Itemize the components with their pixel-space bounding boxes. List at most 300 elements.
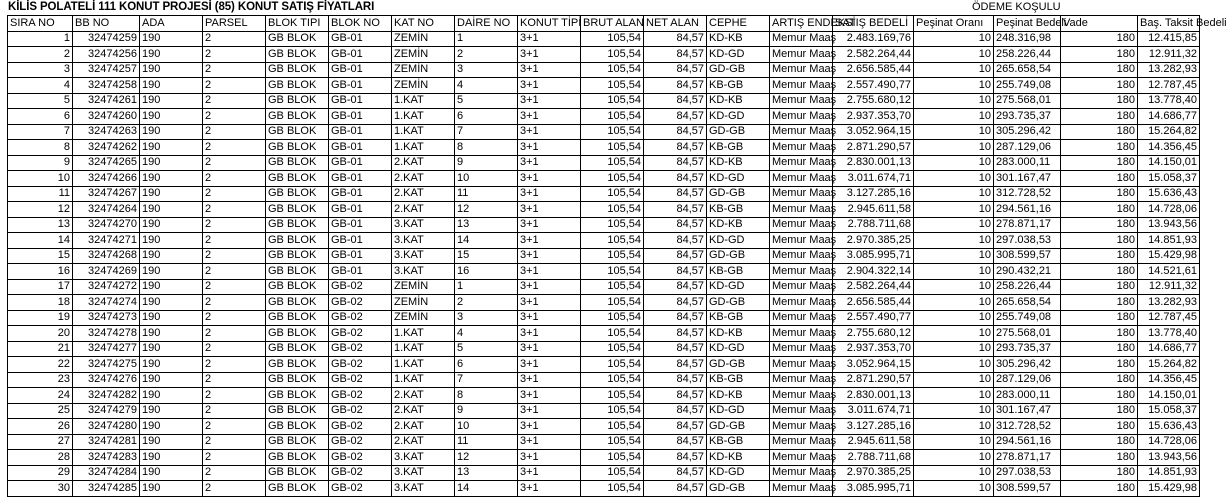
table-cell[interactable]: 3 [8, 62, 73, 78]
table-cell[interactable]: 2 [203, 465, 266, 481]
table-cell[interactable]: GB-02 [329, 481, 392, 497]
table-cell[interactable]: Memur Maaş [770, 202, 833, 218]
table-cell[interactable]: 84,57 [644, 310, 707, 326]
table-cell[interactable]: 312.728,52 [994, 419, 1061, 435]
table-cell[interactable]: GB-01 [329, 233, 392, 249]
table-cell[interactable]: 258.226,44 [994, 47, 1061, 63]
table-cell[interactable]: 13.282,93 [1138, 62, 1200, 78]
table-cell[interactable]: GB BLOK [266, 124, 329, 140]
table-cell[interactable]: 15 [455, 248, 518, 264]
table-cell[interactable]: 10 [914, 419, 994, 435]
table-cell[interactable]: 180 [1061, 341, 1138, 357]
table-cell[interactable]: 1.KAT [392, 124, 455, 140]
table-cell[interactable]: GB BLOK [266, 279, 329, 295]
table-cell[interactable]: 32474262 [73, 140, 140, 156]
table-cell[interactable]: 105,54 [581, 388, 644, 404]
table-cell[interactable]: 105,54 [581, 62, 644, 78]
table-cell[interactable]: 28 [8, 450, 73, 466]
table-cell[interactable]: GB-01 [329, 202, 392, 218]
table-cell[interactable]: GD-GB [707, 248, 770, 264]
table-cell[interactable]: 1 [455, 279, 518, 295]
table-cell[interactable]: 105,54 [581, 109, 644, 125]
table-cell[interactable]: GB BLOK [266, 481, 329, 497]
table-cell[interactable]: 2.582.264,44 [833, 279, 914, 295]
table-cell[interactable]: 10 [914, 481, 994, 497]
table-cell[interactable]: 3+1 [518, 465, 581, 481]
table-cell[interactable]: GB BLOK [266, 465, 329, 481]
table-cell[interactable]: 2 [8, 47, 73, 63]
table-cell[interactable]: 2 [203, 295, 266, 311]
table-cell[interactable]: GB BLOK [266, 47, 329, 63]
table-cell[interactable]: 13.778,40 [1138, 326, 1200, 342]
table-cell[interactable]: 14.356,45 [1138, 372, 1200, 388]
table-cell[interactable]: GB-01 [329, 78, 392, 94]
table-cell[interactable]: 3+1 [518, 171, 581, 187]
table-cell[interactable]: 3.011.674,71 [833, 403, 914, 419]
table-cell[interactable]: 2 [203, 140, 266, 156]
table-cell[interactable]: 32474269 [73, 264, 140, 280]
table-cell[interactable]: 2.945.611,58 [833, 202, 914, 218]
table-cell[interactable]: 2.557.490,77 [833, 310, 914, 326]
table-cell[interactable]: 17 [8, 279, 73, 295]
table-cell[interactable]: 2 [455, 295, 518, 311]
table-cell[interactable]: 3+1 [518, 31, 581, 47]
table-cell[interactable]: 1.KAT [392, 357, 455, 373]
table-cell[interactable]: 84,57 [644, 186, 707, 202]
table-cell[interactable]: 190 [140, 124, 203, 140]
table-cell[interactable]: 105,54 [581, 295, 644, 311]
table-cell[interactable]: 32474275 [73, 357, 140, 373]
table-cell[interactable]: GB-01 [329, 124, 392, 140]
table-cell[interactable]: 3+1 [518, 78, 581, 94]
table-cell[interactable]: 32474281 [73, 434, 140, 450]
table-cell[interactable]: 180 [1061, 465, 1138, 481]
table-cell[interactable]: 2.KAT [392, 403, 455, 419]
table-cell[interactable]: 14.686,77 [1138, 341, 1200, 357]
table-cell[interactable]: 84,57 [644, 434, 707, 450]
table-cell[interactable]: 32474276 [73, 372, 140, 388]
table-cell[interactable]: 190 [140, 465, 203, 481]
table-cell[interactable]: 30 [8, 481, 73, 497]
table-cell[interactable]: 2 [203, 62, 266, 78]
table-cell[interactable]: 3+1 [518, 279, 581, 295]
table-cell[interactable]: 10 [914, 388, 994, 404]
table-cell[interactable]: 255.749,08 [994, 310, 1061, 326]
table-cell[interactable]: 190 [140, 481, 203, 497]
table-cell[interactable]: 180 [1061, 434, 1138, 450]
table-cell[interactable]: 15.264,82 [1138, 124, 1200, 140]
table-cell[interactable]: 12 [455, 450, 518, 466]
table-cell[interactable]: 10 [914, 140, 994, 156]
table-cell[interactable]: 84,57 [644, 388, 707, 404]
table-cell[interactable]: 32474284 [73, 465, 140, 481]
table-cell[interactable]: 305.296,42 [994, 124, 1061, 140]
table-cell[interactable]: Memur Maaş [770, 465, 833, 481]
table-cell[interactable]: 10 [914, 357, 994, 373]
table-cell[interactable]: 105,54 [581, 78, 644, 94]
table-cell[interactable]: Memur Maaş [770, 403, 833, 419]
column-header[interactable]: NET ALAN [644, 16, 707, 32]
table-cell[interactable]: 10 [914, 264, 994, 280]
table-cell[interactable]: GB BLOK [266, 186, 329, 202]
table-cell[interactable]: GB-01 [329, 47, 392, 63]
table-cell[interactable]: 15.429,98 [1138, 481, 1200, 497]
table-cell[interactable]: 32474266 [73, 171, 140, 187]
table-cell[interactable]: 32474261 [73, 93, 140, 109]
table-cell[interactable]: 287.129,06 [994, 140, 1061, 156]
table-cell[interactable]: 10 [914, 31, 994, 47]
table-cell[interactable]: 10 [8, 171, 73, 187]
table-cell[interactable]: ZEMİN [392, 279, 455, 295]
table-cell[interactable]: 27 [8, 434, 73, 450]
table-cell[interactable]: 190 [140, 434, 203, 450]
table-cell[interactable]: 190 [140, 93, 203, 109]
table-cell[interactable]: 180 [1061, 326, 1138, 342]
table-cell[interactable]: GB BLOK [266, 78, 329, 94]
table-cell[interactable]: Memur Maaş [770, 78, 833, 94]
table-cell[interactable]: Memur Maaş [770, 93, 833, 109]
table-cell[interactable]: 14.356,45 [1138, 140, 1200, 156]
column-header[interactable]: Peşinat Bedeli [994, 16, 1061, 32]
table-cell[interactable]: GB-01 [329, 217, 392, 233]
table-cell[interactable]: 248.316,98 [994, 31, 1061, 47]
table-cell[interactable]: GB BLOK [266, 31, 329, 47]
table-cell[interactable]: 32474267 [73, 186, 140, 202]
table-cell[interactable]: 308.599,57 [994, 248, 1061, 264]
table-cell[interactable]: 105,54 [581, 155, 644, 171]
table-cell[interactable]: 180 [1061, 186, 1138, 202]
table-cell[interactable]: 32474279 [73, 403, 140, 419]
table-cell[interactable]: GD-GB [707, 419, 770, 435]
table-cell[interactable]: Memur Maaş [770, 217, 833, 233]
table-cell[interactable]: KD-GD [707, 341, 770, 357]
table-cell[interactable]: 180 [1061, 140, 1138, 156]
table-cell[interactable]: 13 [455, 217, 518, 233]
table-cell[interactable]: 1 [455, 31, 518, 47]
column-header[interactable]: BLOK NO [329, 16, 392, 32]
table-cell[interactable]: 190 [140, 248, 203, 264]
table-cell[interactable]: 84,57 [644, 31, 707, 47]
table-cell[interactable]: 3+1 [518, 124, 581, 140]
column-header[interactable]: CEPHE [707, 16, 770, 32]
table-cell[interactable]: 275.568,01 [994, 93, 1061, 109]
table-cell[interactable]: KD-KB [707, 450, 770, 466]
table-cell[interactable]: 5 [455, 341, 518, 357]
table-cell[interactable]: 32474260 [73, 109, 140, 125]
table-cell[interactable]: 3.052.964,15 [833, 357, 914, 373]
table-cell[interactable]: 84,57 [644, 295, 707, 311]
table-cell[interactable]: 105,54 [581, 217, 644, 233]
table-cell[interactable]: 105,54 [581, 31, 644, 47]
table-cell[interactable]: 84,57 [644, 124, 707, 140]
table-cell[interactable]: 2.KAT [392, 186, 455, 202]
table-cell[interactable]: 10 [914, 310, 994, 326]
table-cell[interactable]: 10 [914, 434, 994, 450]
table-cell[interactable]: GB BLOK [266, 62, 329, 78]
table-cell[interactable]: 32474263 [73, 124, 140, 140]
table-cell[interactable]: 1.KAT [392, 109, 455, 125]
table-cell[interactable]: 2 [203, 31, 266, 47]
table-cell[interactable]: 84,57 [644, 341, 707, 357]
table-cell[interactable]: 10 [914, 341, 994, 357]
table-cell[interactable]: GB BLOK [266, 93, 329, 109]
table-cell[interactable]: 9 [455, 155, 518, 171]
table-cell[interactable]: GD-GB [707, 186, 770, 202]
table-cell[interactable]: GB BLOK [266, 171, 329, 187]
table-cell[interactable]: 2 [203, 248, 266, 264]
table-cell[interactable]: Memur Maaş [770, 233, 833, 249]
table-cell[interactable]: 12.415,85 [1138, 31, 1200, 47]
table-cell[interactable]: 3+1 [518, 202, 581, 218]
table-cell[interactable]: 32474282 [73, 388, 140, 404]
table-cell[interactable]: 4 [455, 78, 518, 94]
sheet-title[interactable]: KİLİS POLATELİ 111 KONUT PROJESİ (85) KONUT SATIŞ FİYATLARI [8, 1, 375, 13]
table-cell[interactable]: 1.KAT [392, 93, 455, 109]
table-cell[interactable]: 105,54 [581, 434, 644, 450]
table-cell[interactable]: 105,54 [581, 124, 644, 140]
table-cell[interactable]: 2 [203, 372, 266, 388]
table-cell[interactable]: 10 [914, 109, 994, 125]
table-cell[interactable]: Memur Maaş [770, 481, 833, 497]
table-cell[interactable]: 10 [914, 295, 994, 311]
table-cell[interactable]: 3+1 [518, 341, 581, 357]
table-cell[interactable]: GB-02 [329, 465, 392, 481]
table-cell[interactable]: 180 [1061, 124, 1138, 140]
table-cell[interactable]: GB BLOK [266, 202, 329, 218]
table-cell[interactable]: 255.749,08 [994, 78, 1061, 94]
table-cell[interactable]: 180 [1061, 295, 1138, 311]
table-cell[interactable]: 105,54 [581, 279, 644, 295]
table-cell[interactable]: 6 [455, 109, 518, 125]
table-cell[interactable]: 105,54 [581, 202, 644, 218]
table-cell[interactable]: GD-GB [707, 357, 770, 373]
table-cell[interactable]: GD-GB [707, 124, 770, 140]
table-cell[interactable]: 2 [203, 217, 266, 233]
table-cell[interactable]: 2.KAT [392, 388, 455, 404]
column-header[interactable]: Peşinat Oranı [914, 16, 994, 32]
table-cell[interactable]: KB-GB [707, 264, 770, 280]
table-cell[interactable]: 10 [914, 248, 994, 264]
table-cell[interactable]: Memur Maaş [770, 279, 833, 295]
column-header[interactable]: Vade [1061, 16, 1138, 32]
table-cell[interactable]: 14 [455, 481, 518, 497]
table-cell[interactable]: 14.851,93 [1138, 465, 1200, 481]
column-header[interactable]: PARSEL [203, 16, 266, 32]
table-cell[interactable]: 105,54 [581, 47, 644, 63]
table-cell[interactable]: GB-01 [329, 171, 392, 187]
table-cell[interactable]: 190 [140, 357, 203, 373]
table-cell[interactable]: 32474280 [73, 419, 140, 435]
table-cell[interactable]: 180 [1061, 62, 1138, 78]
table-cell[interactable]: GB-01 [329, 155, 392, 171]
table-cell[interactable]: Memur Maaş [770, 388, 833, 404]
table-cell[interactable]: KD-KB [707, 326, 770, 342]
table-cell[interactable]: 14.150,01 [1138, 388, 1200, 404]
table-cell[interactable]: 84,57 [644, 62, 707, 78]
column-header[interactable]: SIRA NO [8, 16, 73, 32]
table-cell[interactable]: 84,57 [644, 264, 707, 280]
table-cell[interactable]: 13.282,93 [1138, 295, 1200, 311]
table-cell[interactable]: 190 [140, 233, 203, 249]
table-cell[interactable]: GB BLOK [266, 341, 329, 357]
table-cell[interactable]: 32474271 [73, 233, 140, 249]
table-cell[interactable]: 2.871.290,57 [833, 372, 914, 388]
table-cell[interactable]: 22 [8, 357, 73, 373]
table-cell[interactable]: KD-KB [707, 31, 770, 47]
table-cell[interactable]: 84,57 [644, 372, 707, 388]
table-cell[interactable]: GB BLOK [266, 372, 329, 388]
table-cell[interactable]: 283.000,11 [994, 155, 1061, 171]
table-cell[interactable]: GB BLOK [266, 155, 329, 171]
table-cell[interactable]: 3 [455, 62, 518, 78]
table-cell[interactable]: Memur Maaş [770, 372, 833, 388]
table-cell[interactable]: 21 [8, 341, 73, 357]
table-cell[interactable]: 2.483.169,76 [833, 31, 914, 47]
table-cell[interactable]: 2 [203, 450, 266, 466]
table-cell[interactable]: 312.728,52 [994, 186, 1061, 202]
table-cell[interactable]: 15 [8, 248, 73, 264]
table-cell[interactable]: GB BLOK [266, 403, 329, 419]
table-cell[interactable]: 15.264,82 [1138, 357, 1200, 373]
table-cell[interactable]: 2.656.585,44 [833, 62, 914, 78]
table-cell[interactable]: 13 [8, 217, 73, 233]
table-cell[interactable]: GB BLOK [266, 388, 329, 404]
table-cell[interactable]: 2 [203, 357, 266, 373]
table-cell[interactable]: GB-01 [329, 264, 392, 280]
table-cell[interactable]: Memur Maaş [770, 140, 833, 156]
table-cell[interactable]: 287.129,06 [994, 372, 1061, 388]
table-cell[interactable]: 2 [203, 326, 266, 342]
table-cell[interactable]: ZEMİN [392, 310, 455, 326]
table-cell[interactable]: 2 [203, 279, 266, 295]
table-cell[interactable]: 293.735,37 [994, 341, 1061, 357]
table-cell[interactable]: Memur Maaş [770, 326, 833, 342]
table-cell[interactable]: 105,54 [581, 403, 644, 419]
table-cell[interactable]: 105,54 [581, 341, 644, 357]
table-cell[interactable]: 32474268 [73, 248, 140, 264]
table-cell[interactable]: 2 [203, 434, 266, 450]
table-cell[interactable]: 15.058,37 [1138, 171, 1200, 187]
table-cell[interactable]: 105,54 [581, 326, 644, 342]
table-cell[interactable]: 105,54 [581, 93, 644, 109]
table-cell[interactable]: 10 [914, 450, 994, 466]
table-cell[interactable]: 12.911,32 [1138, 47, 1200, 63]
table-cell[interactable]: 32474257 [73, 62, 140, 78]
table-cell[interactable]: 297.038,53 [994, 465, 1061, 481]
column-header[interactable]: SATIŞ BEDELİ [833, 16, 914, 32]
table-cell[interactable]: 12 [8, 202, 73, 218]
table-cell[interactable]: 3+1 [518, 217, 581, 233]
table-cell[interactable]: GB-02 [329, 450, 392, 466]
table-cell[interactable]: 180 [1061, 202, 1138, 218]
table-cell[interactable]: GB BLOK [266, 233, 329, 249]
table-cell[interactable]: 301.167,47 [994, 171, 1061, 187]
table-cell[interactable]: 26 [8, 419, 73, 435]
table-cell[interactable]: 8 [8, 140, 73, 156]
table-cell[interactable]: 84,57 [644, 171, 707, 187]
table-cell[interactable]: 10 [914, 217, 994, 233]
table-cell[interactable]: 84,57 [644, 217, 707, 233]
table-cell[interactable]: 14.686,77 [1138, 109, 1200, 125]
table-cell[interactable]: 6 [8, 109, 73, 125]
table-cell[interactable]: 3+1 [518, 419, 581, 435]
table-cell[interactable]: 190 [140, 202, 203, 218]
column-header[interactable]: Baş. Taksit Bedeli [1138, 16, 1200, 32]
table-cell[interactable]: 294.561,16 [994, 202, 1061, 218]
table-cell[interactable]: 3.127.285,16 [833, 186, 914, 202]
table-cell[interactable]: 293.735,37 [994, 109, 1061, 125]
table-cell[interactable]: 29 [8, 465, 73, 481]
table-cell[interactable]: 11 [455, 186, 518, 202]
table-cell[interactable]: 190 [140, 310, 203, 326]
table-cell[interactable]: 15.636,43 [1138, 419, 1200, 435]
table-cell[interactable]: 294.561,16 [994, 434, 1061, 450]
table-cell[interactable]: 105,54 [581, 419, 644, 435]
table-cell[interactable]: 10 [914, 155, 994, 171]
table-cell[interactable]: 14.150,01 [1138, 155, 1200, 171]
table-cell[interactable]: 7 [455, 124, 518, 140]
table-cell[interactable]: GB BLOK [266, 419, 329, 435]
table-cell[interactable]: 2 [203, 171, 266, 187]
table-cell[interactable]: Memur Maaş [770, 31, 833, 47]
table-cell[interactable]: 180 [1061, 481, 1138, 497]
table-cell[interactable]: 32474259 [73, 31, 140, 47]
table-cell[interactable]: GB-02 [329, 295, 392, 311]
table-cell[interactable]: 32474283 [73, 450, 140, 466]
table-cell[interactable]: 5 [8, 93, 73, 109]
table-cell[interactable]: 3.KAT [392, 450, 455, 466]
table-cell[interactable]: 3+1 [518, 481, 581, 497]
table-cell[interactable]: 180 [1061, 419, 1138, 435]
table-cell[interactable]: 180 [1061, 217, 1138, 233]
table-cell[interactable]: GB BLOK [266, 109, 329, 125]
table-cell[interactable]: 2 [203, 310, 266, 326]
table-cell[interactable]: 32474265 [73, 155, 140, 171]
table-cell[interactable]: 105,54 [581, 140, 644, 156]
table-cell[interactable]: ZEMİN [392, 295, 455, 311]
table-cell[interactable]: 180 [1061, 109, 1138, 125]
table-cell[interactable]: 297.038,53 [994, 233, 1061, 249]
table-cell[interactable]: KB-GB [707, 78, 770, 94]
table-cell[interactable]: 3+1 [518, 233, 581, 249]
table-cell[interactable]: 10 [914, 202, 994, 218]
table-cell[interactable]: ZEMİN [392, 78, 455, 94]
table-cell[interactable]: GD-GB [707, 481, 770, 497]
table-cell[interactable]: 2.KAT [392, 171, 455, 187]
table-cell[interactable]: 2.KAT [392, 202, 455, 218]
table-cell[interactable]: Memur Maaş [770, 341, 833, 357]
table-cell[interactable]: 2 [203, 419, 266, 435]
table-cell[interactable]: 190 [140, 31, 203, 47]
table-cell[interactable]: 84,57 [644, 465, 707, 481]
table-cell[interactable]: 275.568,01 [994, 326, 1061, 342]
table-cell[interactable]: 190 [140, 326, 203, 342]
table-cell[interactable]: KD-GD [707, 233, 770, 249]
table-cell[interactable]: 10 [914, 78, 994, 94]
table-cell[interactable]: 3.085.995,71 [833, 481, 914, 497]
table-cell[interactable]: 3+1 [518, 388, 581, 404]
table-cell[interactable]: 84,57 [644, 357, 707, 373]
table-cell[interactable]: 105,54 [581, 310, 644, 326]
table-cell[interactable]: 190 [140, 217, 203, 233]
table-cell[interactable]: GD-GB [707, 295, 770, 311]
table-cell[interactable]: 2 [203, 264, 266, 280]
table-cell[interactable]: 3+1 [518, 109, 581, 125]
table-cell[interactable]: 10 [914, 93, 994, 109]
table-cell[interactable]: 12.787,45 [1138, 78, 1200, 94]
table-cell[interactable]: 3+1 [518, 326, 581, 342]
table-cell[interactable]: 180 [1061, 403, 1138, 419]
